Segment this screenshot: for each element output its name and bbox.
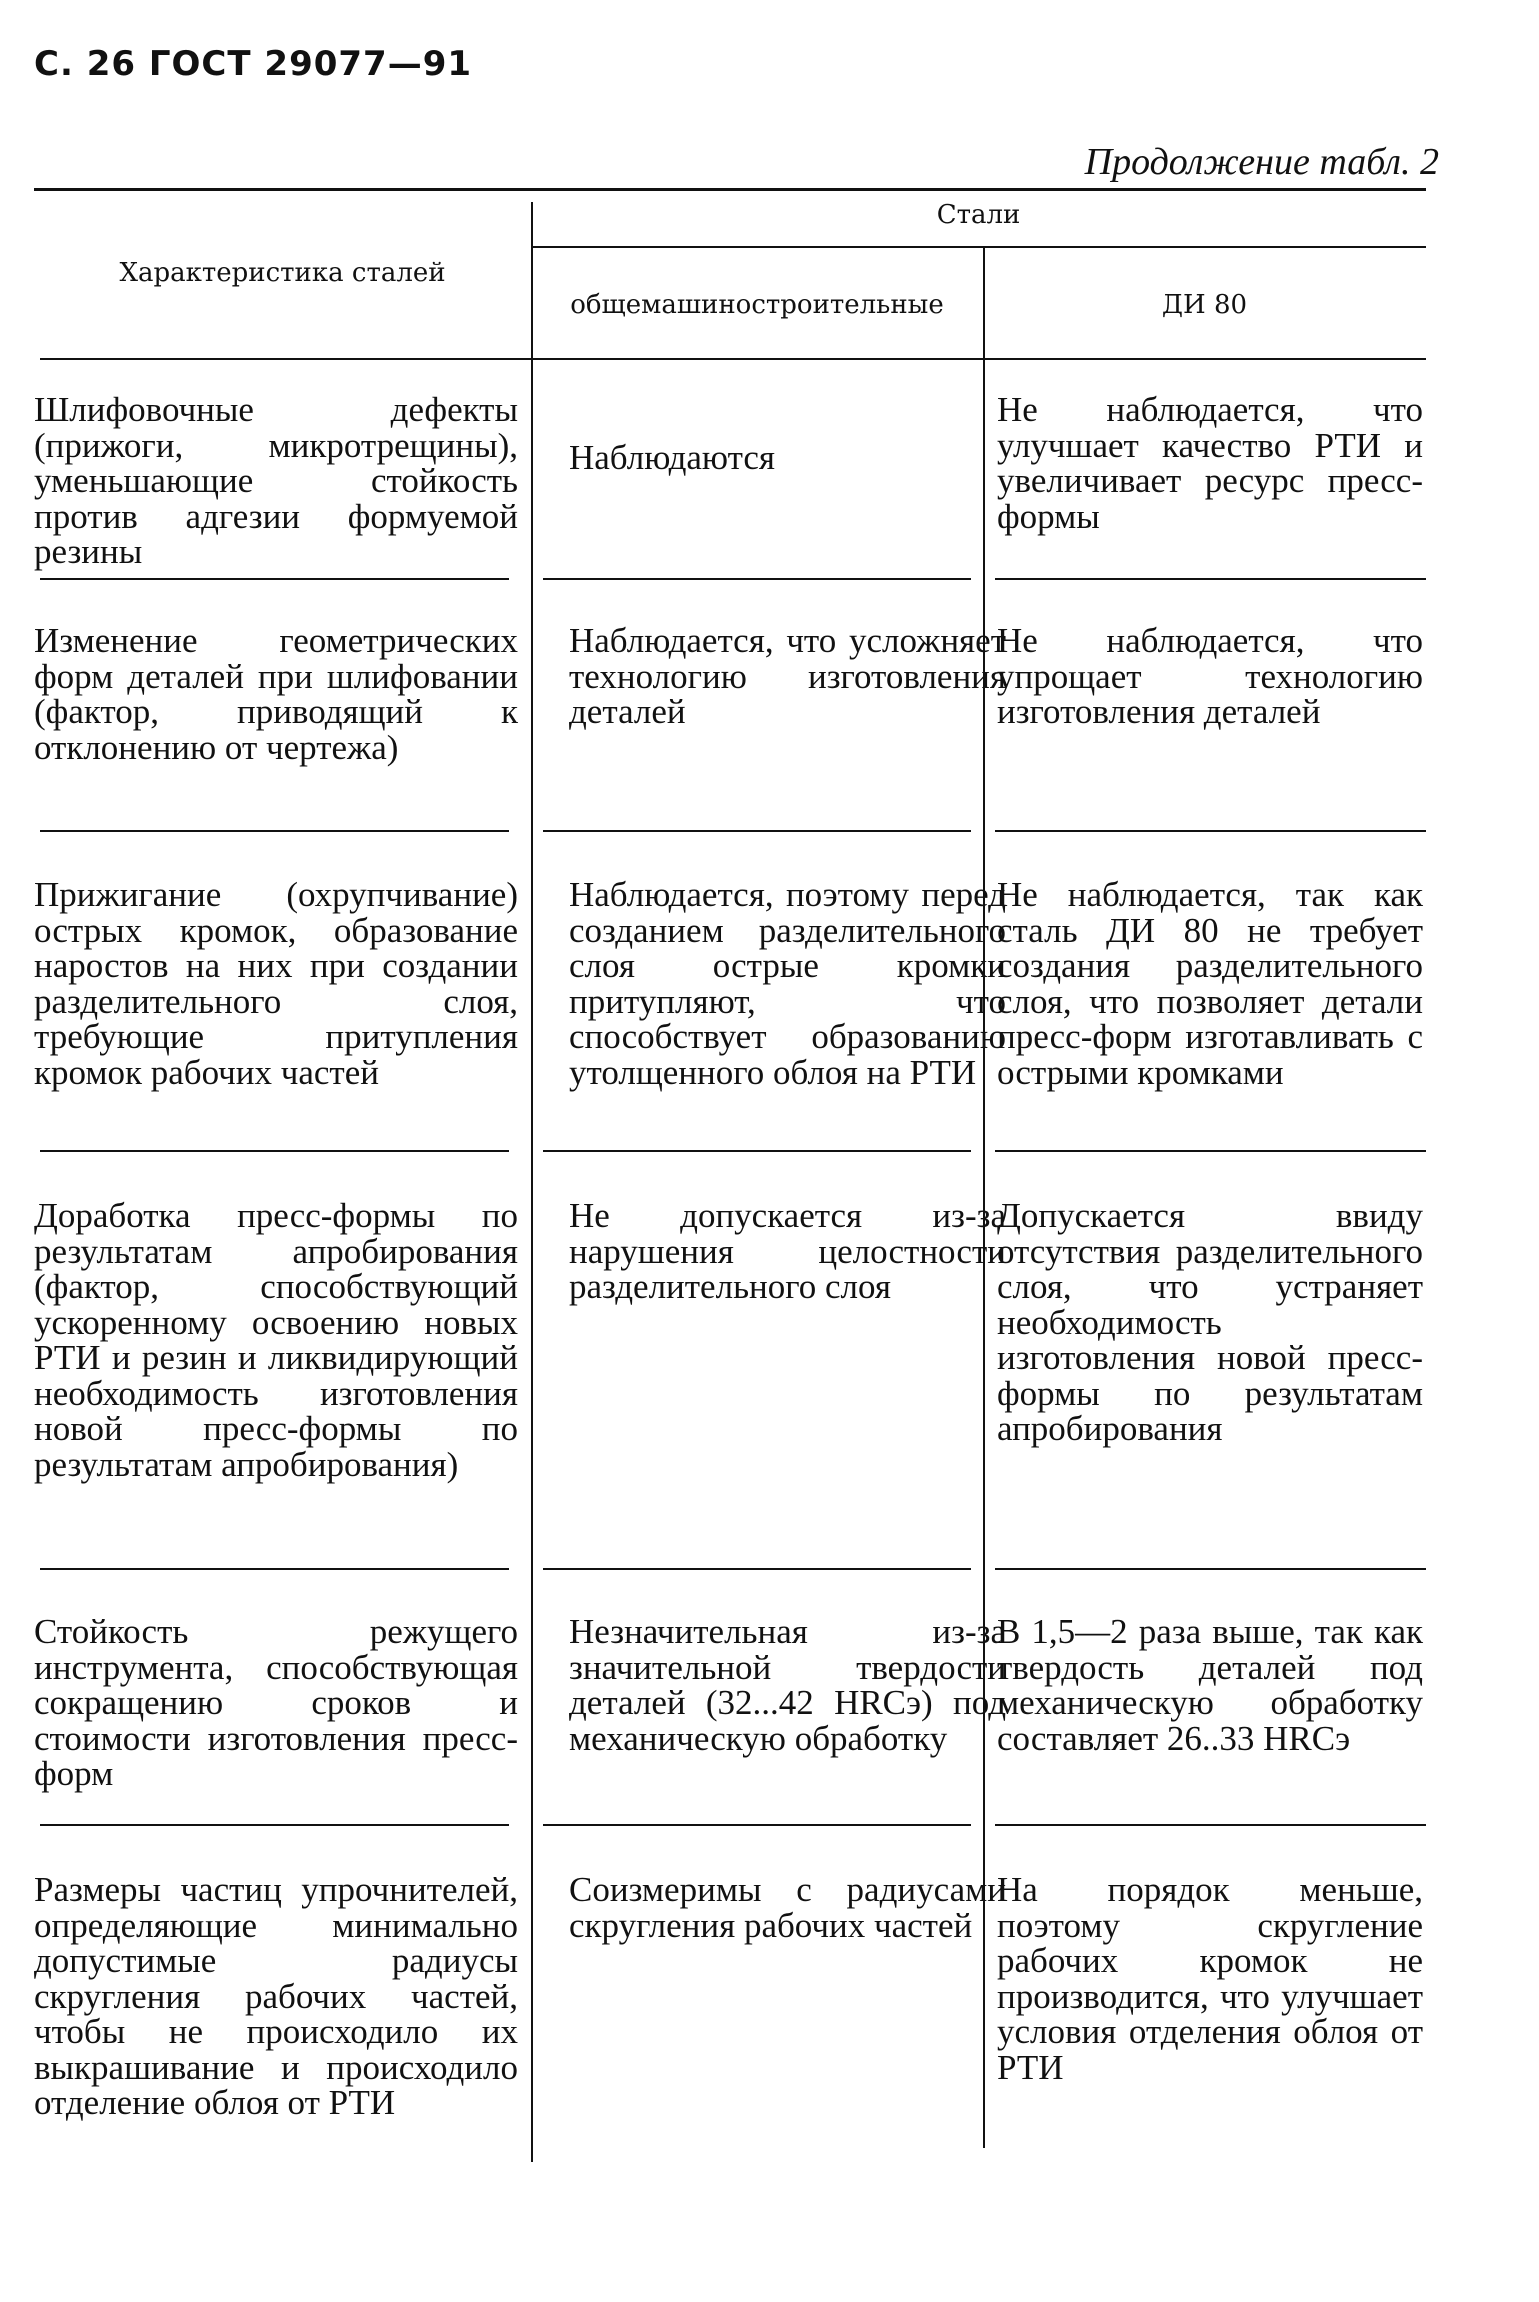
header-bottom-rule — [40, 358, 1426, 360]
row-2-di80: Не наблюдается, что упрощает технологию изготовления деталей — [997, 621, 1423, 731]
row-6-di80: На порядок меньше, поэтому скругление рабочих кромок не производится, что улучшает условия отделения облоя от РТИ — [997, 1870, 1423, 2087]
row-separator — [543, 1150, 971, 1152]
row-separator — [995, 1824, 1426, 1826]
header-general-steels: общемашиностроительные — [570, 290, 944, 320]
row-5-general: Незначительная из-за значительной твердости деталей (32...42 HRCэ) под механическую обработку — [569, 1612, 1006, 1758]
table-continuation-label: Продолжение табл. 2 — [1084, 141, 1439, 183]
row-separator — [995, 1150, 1426, 1152]
row-3-di80: Не наблюдается, так как сталь ДИ 80 не требует создания разделительного слоя, что позволяет детали пресс-форм изготавливать с острыми кромками — [997, 875, 1423, 1092]
page-header: С. 26 ГОСТ 29077—91 — [34, 44, 473, 84]
header-steels: Стали — [936, 200, 1021, 230]
row-separator — [995, 578, 1426, 580]
row-4-general: Не допускается из-за нарушения целостности разделительного слоя — [569, 1196, 1006, 1306]
row-2-general: Наблюдается, что усложняет технологию изготовления деталей — [569, 621, 1006, 731]
row-separator — [995, 830, 1426, 832]
row-4-di80: Допускается ввиду отсутствия разделительного слоя, что устраняет необходимость изготовления новой пресс-формы по результатам апробирования — [997, 1196, 1423, 1448]
row-separator — [40, 1568, 509, 1570]
row-separator — [40, 830, 509, 832]
row-6-general: Соизмеримы с радиусами скругления рабочих частей — [569, 1870, 1006, 1945]
row-5-di80: В 1,5—2 раза выше, так как твердость деталей под механическую обработку составляет 26..33 HRCэ — [997, 1612, 1423, 1758]
row-separator — [543, 578, 971, 580]
row-separator — [40, 1824, 509, 1826]
row-separator — [543, 830, 971, 832]
row-1-characteristic: Шлифовочные дефекты (прижоги, микротрещины), уменьшающие стойкость против адгезии формуемой резины — [34, 390, 518, 571]
row-separator — [995, 1568, 1426, 1570]
row-3-characteristic: Прижигание (охрупчивание) острых кромок, образование наростов на них при создании разделительного слоя, требующие притупления кромок рабочих частей — [34, 875, 518, 1092]
row-separator — [40, 578, 509, 580]
row-separator — [543, 1568, 971, 1570]
row-separator — [40, 1150, 509, 1152]
row-5-characteristic: Стойкость режущего инструмента, способствующая сокращению сроков и стоимости изготовления пресс-форм — [34, 1612, 518, 1793]
row-3-general: Наблюдается, поэтому перед созданием разделительного слоя острые кромки притупляют, что способствует образованию утолщенного облоя на РТИ — [569, 875, 1006, 1092]
column-divider-1 — [531, 202, 533, 2162]
row-6-characteristic: Размеры частиц упрочнителей, определяющие минимально допустимые радиусы скругления рабочих частей, чтобы не происходило их выкрашивание и происходило отделение облоя от РТИ — [34, 1870, 518, 2122]
row-4-characteristic: Доработка пресс-формы по результатам апробирования (фактор, способствующий ускоренному освоению новых РТИ и резин и ликвидирующий необходимость изготовления новой пресс-формы по результатам апробирования) — [34, 1196, 518, 1484]
header-di80: ДИ 80 — [1161, 290, 1248, 320]
row-1-general: Наблюдаются — [569, 438, 775, 477]
header-characteristic: Характеристика сталей — [119, 258, 446, 288]
row-separator — [543, 1824, 971, 1826]
row-2-characteristic: Изменение геометрических форм деталей при шлифовании (фактор, приводящий к отклонению от чертежа) — [34, 621, 518, 767]
table-top-rule — [34, 188, 1426, 191]
row-1-di80: Не наблюдается, что улучшает качество РТИ и увеличивает ресурс пресс-формы — [997, 390, 1423, 536]
header-sub-rule — [531, 246, 1426, 248]
